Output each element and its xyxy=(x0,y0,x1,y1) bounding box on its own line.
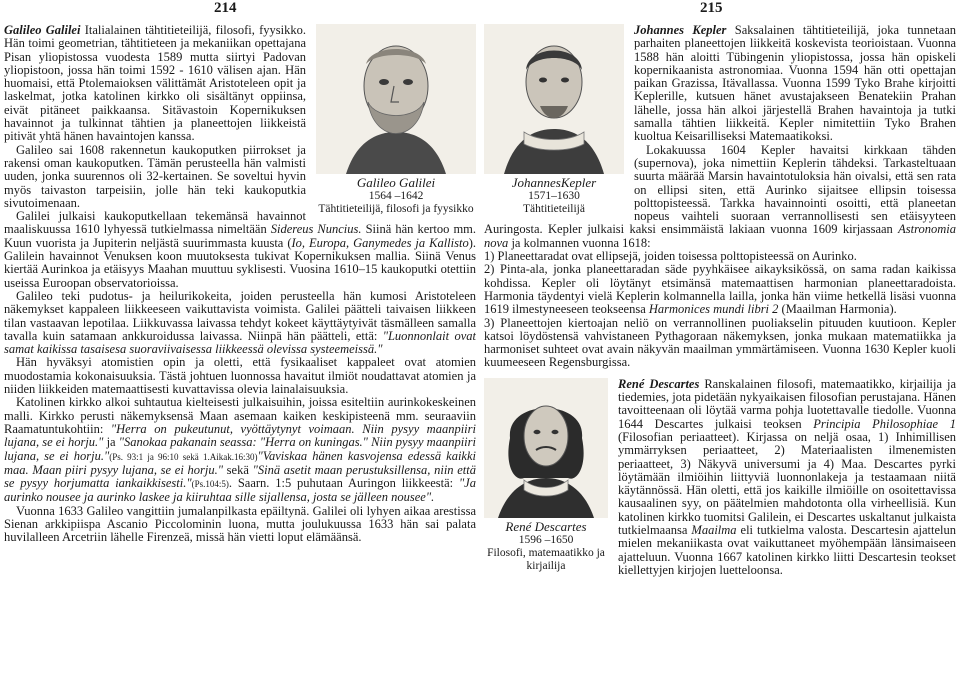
descartes-caption-name: René Descartes xyxy=(505,518,587,534)
kepler-law-1: 1) Planeettaradat ovat ellipsejä, joiden toisessa polttopisteessä on Aurinko. xyxy=(484,249,857,264)
kepler-intro-text: Saksalainen tähtitieteilijä, joka tunnetaan parhaiten planeettojen liikkeitä koskevista teorioistaan. Vuonna 1588 hän aloitti Tübingenin yliopistossa, jossa hän opiskeli kopernikaanista astronomiaa. Vuonna 1594 hän otti opettajan paikan Grazissa, Itävallassa. Vuonna 1599 Tyko Brahe kirjoitti Keplerille, kutsuen hänet avustajakseen Benatekiin Prahan lähelle, jossa hän alkoi järjestellä Brahen havaintoja ja tutki samalla tähtien liikkeitä. Kepler nimitettiin Tyko Brahen kuoltua Keisarilliseksi Matemaatikoksi. xyxy=(634,24,956,144)
descartes-portrait xyxy=(484,378,608,518)
galileo-portrait xyxy=(316,24,476,174)
kepler-law-2: 2) Pinta-ala, jonka planeettaradan säde pyyhkäisee aikayksikössä, on sama radan kaikissa kohdissa. Kepler oli löytänyt etsimänsä matemaattisen harmonian planeettaradoista. Harmonia täydentyi vielä Keplerin kolmannella lailla, jonka hän viime hetkellä lisäsi vuonna 1619 ilmestyneeseen teokseensa Harmonices mundi libri 2 (Maailman Harmonia). xyxy=(484,262,956,317)
descartes-caption-role: Filosofi, matemaatikko ja kirjailija xyxy=(487,546,605,572)
kepler-caption-role: Tähtitieteilijä xyxy=(523,203,585,215)
descartes-portrait-figure xyxy=(484,378,608,573)
galileo-paragraph-atomists: Hän hyväksyi atomistien opin ja oletti, että fysikaaliset kappaleet ovat atomien muodostamia kokonaisuuksia. Tästä johtuen luonnossa havaitut ilmiöt noudattavat atomien ja niiden liikkeiden matemaattisesti kuvattavissa olevia lainalaisuuksia. xyxy=(4,355,476,397)
kepler-caption-years: 1571–1630 xyxy=(528,190,580,202)
galileo-intro-text: Italialainen tähtitieteilijä, filosofi, fyysikko. Hän toimi geometrian, tähtitieteen ja mekaniikan opettajana Pisan yliopistossa vuodesta 1589 mutta siirtyi Padovan yliopistoon, jossa hän toimi 1592 - 1610 välisen ajan. Hän huomaisi, että Ptolemaioksen välittämät Aristoteleen opit ja laskelmat, jotka katolinen kirkko oli sisältänyt oppiinsa, eivät pitäneet paikkaansa. Sitävastoin Kopernikuksen havainnot ja tulkinnat tähtien ja planeettojen liikkeistä pitivät yhtä hänen havaintojen kanssa. xyxy=(4,24,307,144)
page-right-column xyxy=(484,24,956,679)
galileo-portrait-figure xyxy=(316,24,476,216)
kepler-paragraph-supernova: Lokakuussa 1604 Kepler havaitsi kirkkaan tähden (supernova), joka nimettiin Keplerin tähdeksi. Tarkasteltuaan suurta määrää Marsin havaintotuloksia hän oivalsi, että sen rata on ellipsi siten, että Aurinko sijaitsee ellipsin toisessa polttopisteessä. Tarkka havainnointi osoitti, että planeetan nopeus vaihteli suoraan verrannollisesti sen etäisyyteen Auringosta. Kepler julkaisi kaksi ensimmäistä lakiaan vuonna 1609 kirjassaan Astronomia nova ja kolmannen vuonna 1618: xyxy=(484,142,956,250)
descartes-intro: René Descartes Ranskalainen filosofi, matemaatikko, kirjailija ja tiedemies, jota pidetään nykyaikaisen filosofian perustajana. Hänen tavoitteenaan oli löytää varma pohja luotettavalle tiedolle. Vuonna 1644 Descartes julkaisi teoksen Principia Philosophiae 1 (Filosofian periaatteet). Kirjassa on neljä osaa, 1) Inhimillisen ymmärryksen periaatteet, 2) Materiaalisten ilmenemisten periaatteet, 3) Näkyvä universumi ja 4) Maa. Descartes pyrki löytämään ilmiöihin liittyviä luonnonlakeja ja testaamaan niitä käytännössä. Hän oletti, että jos kaikille ilmiöille on osoitettavissa kausaalinen syy, on päätelmien mahdotonta olla virheellisiä. Kun katolinen kirkko tuomitsi Galilein, ei Descartes uskaltanut julkaista tutkielmaansa Maailma eli tutkielma valosta. Descartesin ajattelun mielen mekaniikasta ovat vaikuttaneet myöhempään länsimaiseen ajatteluun. Vuonna 1667 katolinen kirkko liitti Descartesin teokset kiellettyjen kirjojen luetteloonsa. xyxy=(618,376,956,577)
galileo-paragraph-experiments: Galileo teki pudotus- ja heilurikokeita, joiden perusteella hän kumosi Aristoteleen näkemykset kappaleen liikkeeseen vaikuttavista voimista. Galilei päätteli taivaisen liikkeen tilan vastaavan lepotilaa. Liikkuvassa laivassa tehdyt kokeet käyttäytyivät täsmälleen samalla tavalla kuin satamaan ankkuroidussa laivassa. Niinpä hän päätteli, että: "Luonnonlait ovat samat kaikissa tasaisesa suoraviivaisessa liikkeessä olevissa systeemeissä." xyxy=(4,288,476,357)
kepler-law-3: 3) Planeettojen kiertoajan neliö on verrannollinen puoliakselin pituuden kuutioon. Kepler katsoi löydöstensä vahvistaneen Pythagoraan näkemyksen, jonka mukaan matematiikka ja harmoniset suhteet ovat avain näkyvän maailman ymmärtämiseen. Vuonna 1630 Kepler kuoli kuumeeseen Regensburgissa. xyxy=(484,315,956,370)
page-left-column xyxy=(4,24,476,679)
descartes-caption-years: 1596 –1650 xyxy=(518,533,574,546)
galileo-caption-years: 1564 –1642 xyxy=(368,190,424,202)
kepler-caption-name: JohannesKepler xyxy=(511,175,597,190)
descartes-heading: René Descartes xyxy=(618,376,700,391)
galileo-paragraph-sidereus: Galilei julkaisi kaukoputkellaan tekemänsä havainnot maaliskuussa 1610 lyhyessä tutkielmassa nimeltään Sidereus Nuncius. Siinä hän kertoo mm. Kuun vuorista ja Jupiterin neljästä suurimmasta kuusta (Io, Europa, Ganymedes ja Kallisto). Galilein havainnot Venuksen koon muutoksesta tukivat Kopernikuksen mallia. Siinä Venus kiertää Aurinkoa ja etäisyys Maahan muuttuu syklisesti. Vuosina 1610–15 kaukoputki otettiin useissa Euroopan observatorioissa. xyxy=(4,209,476,290)
kepler-portrait xyxy=(484,24,624,174)
kepler-portrait-figure xyxy=(484,24,624,216)
kepler-heading: Johannes Kepler xyxy=(634,24,727,37)
galileo-paragraph-church: Katolinen kirkko alkoi suhtautua kielteisesti julkaisuihin, joissa esiteltiin aurinkokeskeinen malli. Kirkko perusti näkemyksensä Maan asemaan kaiken keskipisteenä mm. seuraaviin Raamatuntukohtiin: "Herra on pukeutunut, vyöttäytynyt voimaan. Niin pysyy maanpiiri lujana, se ei horju." ja "Sanokaa pakanain seassa: "Herra on kuningas." Niin pysyy maanpiiri lujana, se ei horju."(Ps. 93:1 ja 96:10 sekä 1.Aikak.16:30)"Vaviskaa hänen kasvojensa edessä kaikki maa. Maan piiri pysyy lujana, se ei horju." sekä "Sinä asetit maan perustuksillensa, niin että se pysyy horjumatta iankaikkisesti."(Ps.104:5). Saarn. 1:5 puhutaan Auringon liikkeestä: "Ja aurinko nousee ja aurinko laskee ja kiiruhtaa sille sijallensa, josta se jälleen nousee". xyxy=(4,395,476,505)
galileo-caption-name: Galileo Galilei xyxy=(356,175,436,190)
page-number-left: 214 xyxy=(214,0,237,16)
page-number-right: 215 xyxy=(700,0,723,16)
galileo-heading: Galileo Galilei xyxy=(4,24,81,37)
galileo-paragraph-telescope: Galileo sai 1608 rakennetun kaukoputken piirrokset ja rakensi oman kaukoputken. Tämän perusteella hän valmisti uuden, jonka suurennos oli 32-kertainen. Se soveltui hyvin myös taivaston tarpeisiin, jolle hän teki kaukoputkia sivutoimenaan. xyxy=(4,142,306,210)
galileo-caption-role: Tähtitieteilijä, filosofi ja fyysikko xyxy=(318,203,474,215)
galileo-paragraph-arrest: Vuonna 1633 Galileo vangittiin jumalanpilkasta epäiltynä. Galilei oli lyhyen aikaa arestissa Sienan arkkipiispa Ascanio Piccolominin luona, mutta joulukuussa 1633 hän sai palata huvilalleen Arcetriin lähelle Firenzeä, missä hän vietti loput elämäänsä. xyxy=(4,503,476,545)
